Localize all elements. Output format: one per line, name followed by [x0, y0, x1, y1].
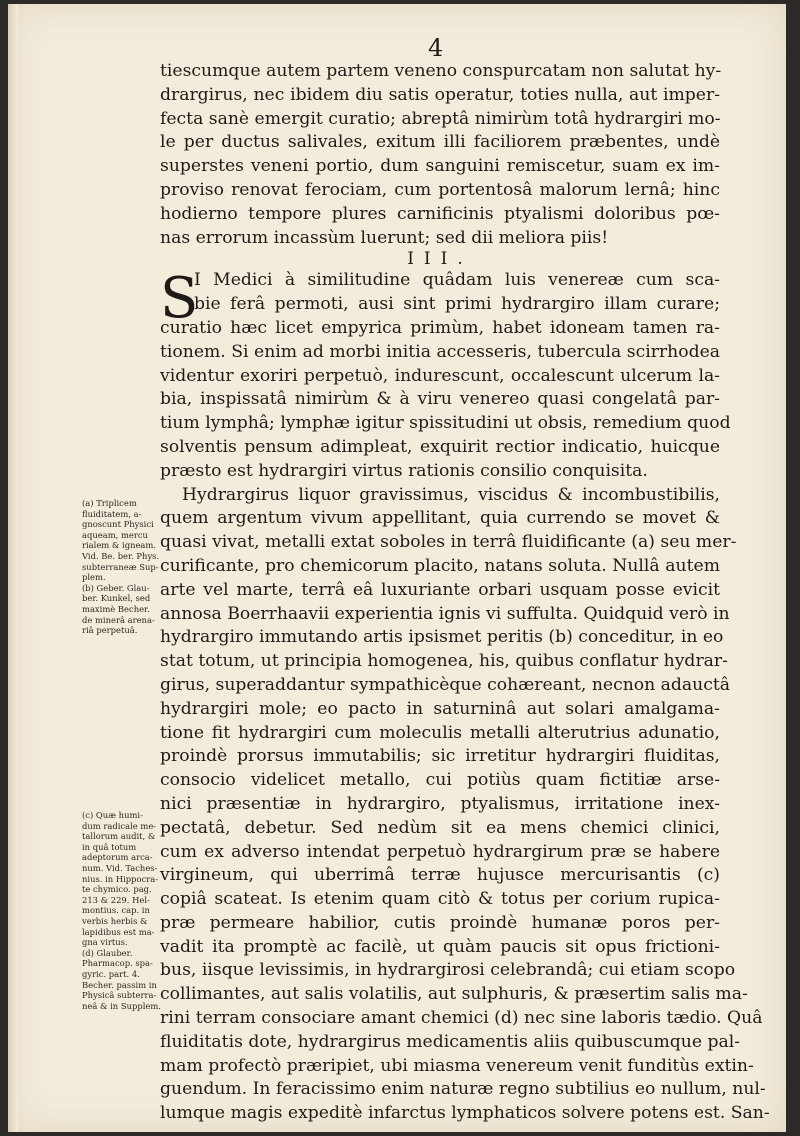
margin-note-line: verbis herbis & [82, 915, 148, 926]
text-line: solventis pensum adimpleat, exquirit rectior indicatio, huicque [160, 436, 720, 457]
page-gutter-shadow [8, 4, 18, 1132]
margin-note-line: montius. cap. in [82, 905, 150, 916]
margin-note-line: tallorum audit, & [82, 831, 156, 842]
text-line: guendum. In feracissimo enim naturæ regno subtilius eo nullum, nul- [160, 1079, 766, 1100]
margin-note-line: gyric. part. 4. [82, 968, 140, 979]
text-line: virgineum, qui uberrimâ terræ hujusce mercurisantis (c) [160, 865, 720, 886]
margin-note-line: subterraneæ Sup- [82, 561, 159, 572]
margin-note-line: lapidibus est ma- [82, 926, 155, 937]
text-line: superstes veneni portio, dum sanguini remiscetur, suam ex im- [160, 156, 720, 177]
margin-note-line: 213 & 229. Hel- [82, 894, 150, 905]
text-line: copiâ scateat. Is etenim quam citò & totus per corium rupica- [160, 889, 720, 910]
margin-note-line: fluiditatem, a- [82, 508, 142, 519]
text-line: nas errorum incassùm luerunt; sed dii meliora piis! [160, 227, 609, 248]
margin-note-line: de minerâ arena- [82, 614, 155, 625]
margin-note-line: plem. [82, 572, 106, 583]
margin-note-line: gna virtus. [82, 937, 128, 948]
text-line: mam profectò præripiet, ubi miasma venereum venit funditùs extin- [160, 1055, 754, 1076]
paragraph-3 [160, 484, 770, 1127]
text-line: le per ductus salivales, exitum illi faciliorem præbentes, undè [160, 132, 720, 153]
text-line: cum ex adverso intendat perpetuò hydrargirum præ se habere [160, 841, 720, 862]
text-line: quem argentum vivum appellitant, quia currendo se movet & [160, 508, 720, 529]
margin-notes-c-d [82, 810, 166, 1011]
drop-cap-letter: S [160, 266, 199, 332]
text-line: tione fit hydrargiri cum moleculis metalli alterutrius adunatio, [160, 722, 720, 743]
text-line: bie ferâ permoti, ausi sint primi hydrargiro illam curare; [194, 294, 720, 315]
margin-note-line: Becher. passim in [82, 979, 157, 990]
margin-note-line: riâ perpetuâ. [82, 625, 138, 636]
margin-note-line: nius. in Hippocra- [82, 873, 159, 884]
page-number: 4 [428, 34, 444, 62]
text-line: lumque magis expeditè infarctus lymphaticos solvere potens est. San- [160, 1103, 770, 1124]
margin-note-line: dum radicale me- [82, 820, 157, 831]
margin-note-line: Physicâ subterra- [82, 990, 157, 1001]
text-line: fecta sanè emergit curatio; abreptâ nimirùm totâ hydrargiri mo- [160, 108, 721, 129]
margin-note-line: Vid. Be. ber. Phys. [82, 550, 160, 561]
text-line: curificante, pro chemicorum placito, natans soluta. Nullâ autem [160, 555, 720, 576]
paragraph-2 [160, 266, 731, 483]
text-line: nici præsentiæ in hydrargiro, ptyalismus, irritatione inex- [160, 793, 720, 814]
margin-note-line: rialem & igneam. [82, 540, 157, 551]
text-line: fluiditatis dote, hydrargirus medicamentis aliis quibuscumque pal- [160, 1031, 741, 1052]
text-line: præsto est hydrargiri virtus rationis consilio conquisita. [160, 460, 648, 481]
text-line: præ permeare habilior, cutis proindè humanæ poros per- [160, 912, 720, 933]
margin-note-line: (d) Glauber. [82, 947, 133, 958]
margin-note-line: ber. Kunkel, sed [82, 593, 151, 604]
margin-note-line: te chymico. pag. [82, 884, 152, 895]
margin-note-line: (a) Triplicem [82, 498, 137, 508]
margin-note-line: maximè Becher. [82, 603, 150, 614]
text-line: hydrargiri mole; eo pacto in saturninâ aut solari amalgama- [160, 698, 720, 719]
text-line: collimantes, aut salis volatilis, aut sulphuris, & præsertim salis ma- [160, 984, 748, 1005]
section-heading: III. [407, 249, 473, 270]
margin-note-line: neâ & in Supplem. [82, 1000, 161, 1011]
text-line: pectatâ, debetur. Sed nedùm sit ea mens chemici clinici, [160, 817, 720, 838]
text-line: Hydrargirus liquor gravissimus, viscidus & incombustibilis, [182, 484, 720, 505]
text-line: tium lymphâ; lymphæ igitur spissitudini ut obsis, remedium quod [160, 413, 731, 434]
text-line: vadit ita promptè ac facilè, ut quàm paucis sit opus frictioni- [160, 936, 720, 957]
text-line: proindè prorsus immutabilis; sic irretitur hydrargiri fluiditas, [160, 746, 720, 767]
margin-note-line: gnoscunt Physici [82, 519, 154, 530]
text-line: videntur exoriri perpetuò, indurescunt, occalescunt ulcerum la- [160, 365, 720, 386]
text-line: tiescumque autem partem veneno conspurcatam non salutat hy- [160, 61, 722, 81]
text-line: drargirus, nec ibidem diu satis operatur, toties nulla, aut imper- [160, 84, 720, 105]
margin-note-line: (c) Quæ humi- [82, 810, 143, 820]
text-line: stat totum, ut principia homogenea, his, quibus conflatur hydrar- [160, 651, 728, 672]
text-line: consocio videlicet metallo, cui potiùs quam fictitiæ arse- [160, 770, 720, 791]
text-line: rini terram consociare amant chemici (d) nec sine laboris tædio. Quâ [160, 1008, 763, 1029]
book-page [8, 4, 786, 1132]
margin-note-line: Pharmacop. spa- [82, 958, 153, 969]
text-line: proviso renovat ferociam, cum portentosâ malorum lernâ; hinc [160, 179, 720, 200]
text-line: hydrargiro immutando artis ipsismet peritis (b) conceditur, in eo [160, 627, 724, 648]
text-line: bus, iisque levissimis, in hydrargirosi celebrandâ; cui etiam scopo [160, 960, 736, 981]
paragraph-1 [160, 60, 720, 250]
text-line: annosa Boerrhaavii experientia ignis vi suffulta. Quidquid verò in [160, 603, 730, 624]
text-line: hodierno tempore plures carnificinis ptyalismi doloribus pœ- [160, 203, 720, 224]
text-line: bia, inspissatâ nimirùm & à viru venereo quasi congelatâ par- [160, 389, 720, 410]
margin-note-line: aqueam, mercu [82, 529, 148, 540]
text-line: girus, superaddantur sympathicèque cohæreant, necnon adauctâ [160, 674, 730, 695]
margin-note-line: num. Vid. Taches- [82, 862, 158, 873]
margin-note-line: (b) Geber. Glau- [82, 582, 150, 593]
main-text-column [160, 60, 770, 1126]
margin-note-line: in quâ totum [82, 841, 137, 852]
margin-note-line: adeptorum arca- [82, 852, 153, 863]
text-line: curatio hæc licet empyrica primùm, habet idoneam tamen ra- [160, 317, 720, 338]
text-line: tionem. Si enim ad morbi initia accesseris, tubercula scirrhodea [160, 341, 720, 362]
text-line: quasi vivat, metalli extat soboles in terrâ fluidificante (a) seu mer- [160, 532, 737, 553]
text-line: I Medici à similitudine quâdam luis venereæ cum sca- [194, 270, 720, 291]
margin-notes-a-b [82, 498, 166, 636]
text-line: arte vel marte, terrâ eâ luxuriante orbari usquam posse evicit [160, 579, 720, 600]
